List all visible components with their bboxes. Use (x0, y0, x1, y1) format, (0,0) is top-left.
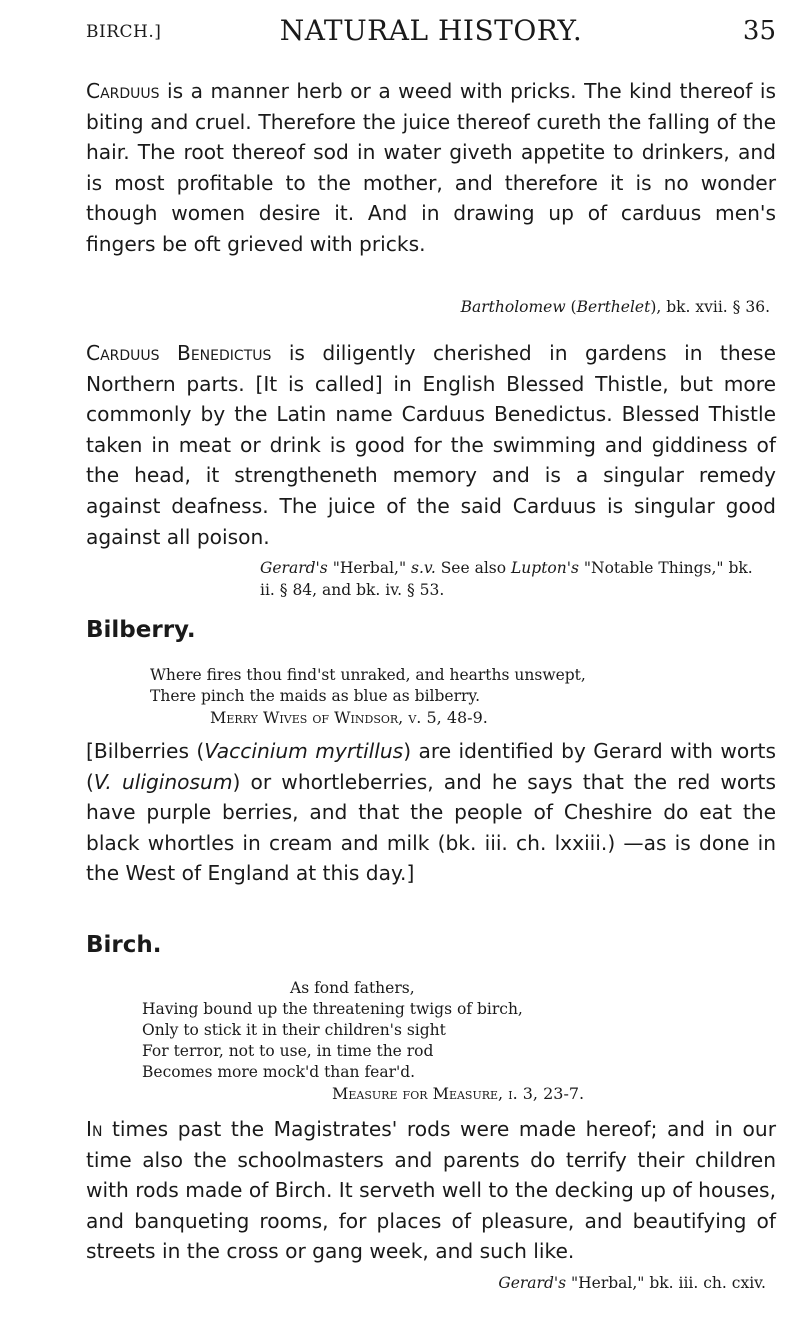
benedictus-text: is diligently cherished in gardens in these Northern parts. [It is called] in English Blessed Thistle, but more commonly by the Latin name Carduus Benedictus. Blessed Thistle taken in meat or drink is good for the swimming and giddiness of the head, it strengtheneth memory and is a singular remedy against deafness. The juice of the said Carduus is singular good against all poison. (86, 341, 776, 549)
benedictus-cite-mid1: "Herbal," (327, 559, 412, 577)
bilberry-verse (150, 665, 586, 728)
page-number: 35 (742, 16, 776, 46)
benedictus-term: Carduus Benedictus (86, 341, 272, 365)
benedictus-cite-mid2: See also (435, 559, 511, 577)
carduus-text: is a manner herb or a weed with pricks. The kind thereof is biting and cruel. Therefore the juice thereof cureth the falling of the hair. The root thereof sod in water giveth appetite to drinkers, and is most profitable to the mother, and therefore it is no wonder though women desire it. And in drawing up of carduus men's fingers be oft grieved with pricks. (86, 79, 776, 256)
birch-paragraph (86, 1114, 776, 1267)
bilberry-note-p2: ) are identified by Gerard with worts ( (86, 739, 776, 794)
header-title: NATURAL HISTORY. (279, 14, 583, 47)
bilberry-latin-1: Vaccinium myrtillus (204, 739, 404, 763)
carduus-cite-rest: ), bk. xvii. § 36. (650, 298, 770, 316)
birch-text: times past the Magistrates' rods were made hereof; and in our time also the schoolmasters and parents do terrify their children with rods made of Birch. It serveth well to the decking up of houses, and banqueting rooms, for places of pleasure, and beautifying of streets in the cross or gang week, and such like. (86, 1117, 776, 1264)
bilberry-heading: Bilberry. (86, 617, 196, 643)
verse-line: As fond fathers, (290, 979, 415, 997)
verse-line: Becomes more mock'd than fear'd. (142, 1063, 416, 1081)
running-header (86, 14, 776, 54)
bilberry-note-p3: ) or whortleberries, and he says that the red worts have purple berries, and that the people of Cheshire do eat the black whortles in cream and milk (bk. iii. ch. lxxiii.) —as is done in the West of England at this day.] (86, 769, 776, 886)
birch-citation (498, 1272, 766, 1294)
verse-line: There pinch the maids as blue as bilberry. (150, 687, 481, 705)
bilberry-attribution: Merry Wives of Windsor, v. 5, 48-9. (210, 708, 488, 727)
verse-line: Having bound up the threatening twigs of birch, (142, 1000, 523, 1018)
birch-cite-rest: "Herbal," bk. iii. ch. cxiv. (566, 1274, 766, 1292)
birch-verse (142, 978, 585, 1104)
carduus-cite-author: Bartholomew (460, 298, 566, 316)
verse-line: For terror, not to use, in time the rod (142, 1042, 434, 1060)
benedictus-cite-author: Gerard's (260, 559, 328, 577)
birch-cite-author: Gerard's (498, 1274, 567, 1292)
benedictus-cite-sv: s.v. (411, 559, 436, 577)
birch-heading: Birch. (86, 932, 162, 958)
benedictus-cite-end: "Notable Things," bk. ii. § 84, and bk. iv. § 53. (260, 559, 753, 599)
bilberry-latin-2: V. uliginosum (93, 769, 233, 794)
benedictus-cite-author2: Lupton's (511, 559, 579, 577)
carduus-paragraph (86, 76, 776, 260)
benedictus-citation (260, 557, 770, 601)
verse-line: Only to stick it in their children's sight (142, 1021, 446, 1039)
carduus-cite-alt: Berthelet (576, 298, 651, 316)
carduus-cite-open: ( (565, 298, 577, 316)
benedictus-paragraph (86, 338, 776, 552)
carduus-citation (461, 296, 770, 318)
carduus-term: Carduus (86, 79, 160, 103)
birch-term: In (86, 1117, 103, 1141)
bilberry-note-p1: [Bilberries ( (86, 739, 205, 763)
bilberry-note (86, 736, 776, 889)
header-section-label: BIRCH.] (86, 22, 162, 42)
birch-attribution: Measure for Measure, i. 3, 23-7. (332, 1084, 585, 1103)
verse-line: Where fires thou find'st unraked, and hearths unswept, (150, 666, 586, 684)
